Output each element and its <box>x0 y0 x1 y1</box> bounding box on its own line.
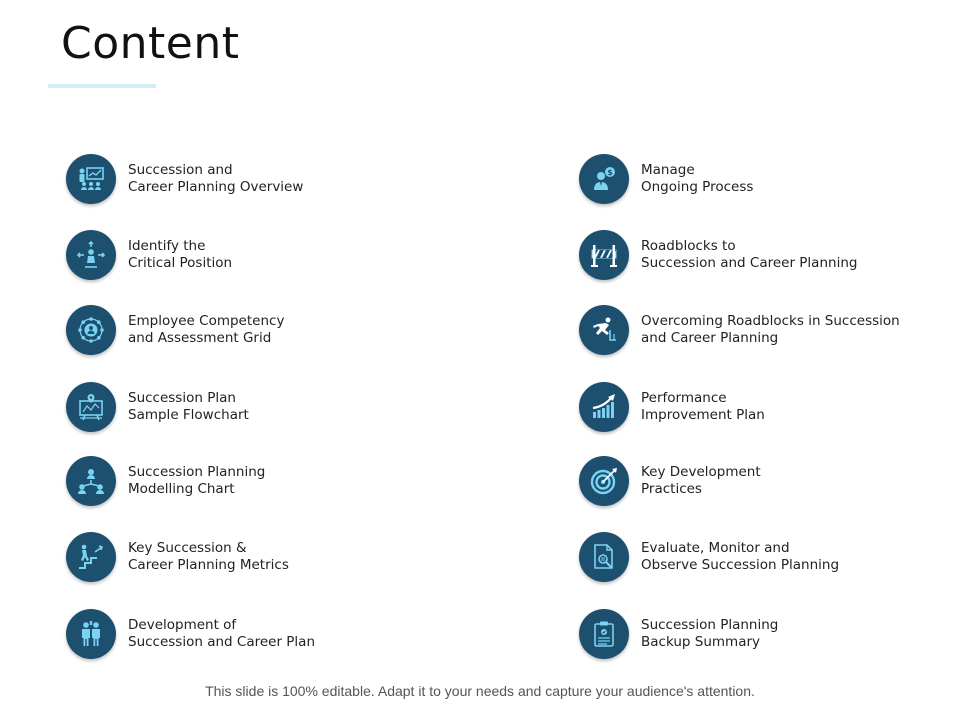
agenda-item-modelling-chart[interactable] <box>66 456 265 506</box>
agenda-item-label <box>641 540 839 574</box>
growth-bars-icon <box>588 391 620 423</box>
agenda-item-identify-critical-position[interactable] <box>66 230 232 280</box>
agenda-item-line1: Key Succession & <box>128 540 247 556</box>
manager-dollar-icon <box>588 163 620 195</box>
agenda-icon-circle <box>579 230 629 280</box>
agenda-item-performance-plan[interactable] <box>579 382 765 432</box>
agenda-item-label <box>641 238 857 272</box>
page-title: Content <box>61 18 240 69</box>
agenda-item-line1: Manage <box>641 162 695 178</box>
agenda-item-label <box>128 238 232 272</box>
agenda-icon-circle <box>66 305 116 355</box>
agenda-item-planning-metrics[interactable] <box>66 532 289 582</box>
agenda-icon-circle <box>579 609 629 659</box>
agenda-item-label <box>641 313 900 347</box>
agenda-item-line1: Employee Competency <box>128 313 285 329</box>
agenda-icon-circle <box>579 154 629 204</box>
team-people-icon <box>75 618 107 650</box>
agenda-icon-circle <box>579 305 629 355</box>
hurdle-jumper-icon <box>588 314 620 346</box>
document-magnifier-icon <box>588 541 620 573</box>
agenda-item-line2: Ongoing Process <box>641 179 754 195</box>
agenda-item-label <box>641 464 761 498</box>
agenda-icon-circle <box>579 532 629 582</box>
map-board-icon <box>75 391 107 423</box>
person-arrows-icon <box>75 239 107 271</box>
agenda-icon-circle <box>66 154 116 204</box>
footer-note: This slide is 100% editable. Adapt it to your needs and capture your audience's attention. <box>205 683 755 699</box>
agenda-item-roadblocks[interactable] <box>579 230 857 280</box>
agenda-item-line1: Roadblocks to <box>641 238 736 254</box>
agenda-item-label <box>641 617 778 651</box>
agenda-item-line2: Backup Summary <box>641 634 761 650</box>
agenda-item-line2: Career Planning Overview <box>128 179 304 195</box>
agenda-icon-circle <box>66 532 116 582</box>
agenda-item-line1: Succession Planning <box>128 464 266 480</box>
stairs-climber-icon <box>75 541 107 573</box>
agenda-item-line2: Sample Flowchart <box>128 407 249 423</box>
agenda-item-label <box>128 162 303 196</box>
agenda-item-line2: Practices <box>641 481 702 497</box>
agenda-item-line2: Modelling Chart <box>128 481 235 497</box>
agenda-item-line1: Development of <box>128 617 237 633</box>
agenda-item-line1: Succession Planning <box>641 617 779 633</box>
agenda-item-line2: Improvement Plan <box>641 407 765 423</box>
agenda-item-key-development[interactable] <box>579 456 761 506</box>
agenda-item-line1: Succession Plan <box>128 390 236 406</box>
agenda-item-line1: Evaluate, Monitor and <box>641 540 790 556</box>
agenda-item-line1: Identify the <box>128 238 206 254</box>
agenda-item-label <box>128 540 289 574</box>
agenda-icon-circle <box>66 382 116 432</box>
agenda-icon-circle <box>579 456 629 506</box>
agenda-item-backup-summary[interactable] <box>579 609 778 659</box>
agenda-item-overcoming-roadblocks[interactable] <box>579 305 900 355</box>
agenda-item-line1: Performance <box>641 390 727 406</box>
roadblock-barrier-icon <box>588 239 620 271</box>
agenda-item-label <box>128 464 265 498</box>
agenda-item-line2: and Assessment Grid <box>128 330 272 346</box>
agenda-item-label <box>128 313 284 347</box>
agenda-item-line1: Overcoming Roadblocks in Succession <box>641 313 900 329</box>
agenda-item-label <box>128 390 249 424</box>
agenda-item-label <box>641 162 753 196</box>
agenda-item-line2: Succession and Career Plan <box>128 634 316 650</box>
agenda-item-development-plan[interactable] <box>66 609 315 659</box>
agenda-item-succession-overview[interactable] <box>66 154 303 204</box>
target-arrow-icon <box>588 465 620 497</box>
agenda-icon-circle <box>66 609 116 659</box>
agenda-item-manage-ongoing-process[interactable] <box>579 154 753 204</box>
agenda-icon-circle <box>66 230 116 280</box>
clipboard-check-icon <box>588 618 620 650</box>
agenda-item-line2: Observe Succession Planning <box>641 557 840 573</box>
agenda-item-label <box>128 617 315 651</box>
presentation-icon <box>75 163 107 195</box>
agenda-item-line2: Succession and Career Planning <box>641 255 858 271</box>
agenda-icon-circle <box>66 456 116 506</box>
agenda-item-line1: Succession and <box>128 162 233 178</box>
agenda-item-evaluate-monitor[interactable] <box>579 532 839 582</box>
agenda-item-competency-grid[interactable] <box>66 305 284 355</box>
agenda-item-sample-flowchart[interactable] <box>66 382 249 432</box>
agenda-item-line2: and Career Planning <box>641 330 779 346</box>
agenda-item-line2: Critical Position <box>128 255 233 271</box>
agenda-icon-circle <box>579 382 629 432</box>
agenda-item-line2: Career Planning Metrics <box>128 557 289 573</box>
agenda-item-line1: Key Development <box>641 464 761 480</box>
svg-text:$: $ <box>607 168 613 177</box>
agenda-item-label <box>641 390 765 424</box>
employee-network-icon <box>75 314 107 346</box>
org-chart-icon <box>75 465 107 497</box>
